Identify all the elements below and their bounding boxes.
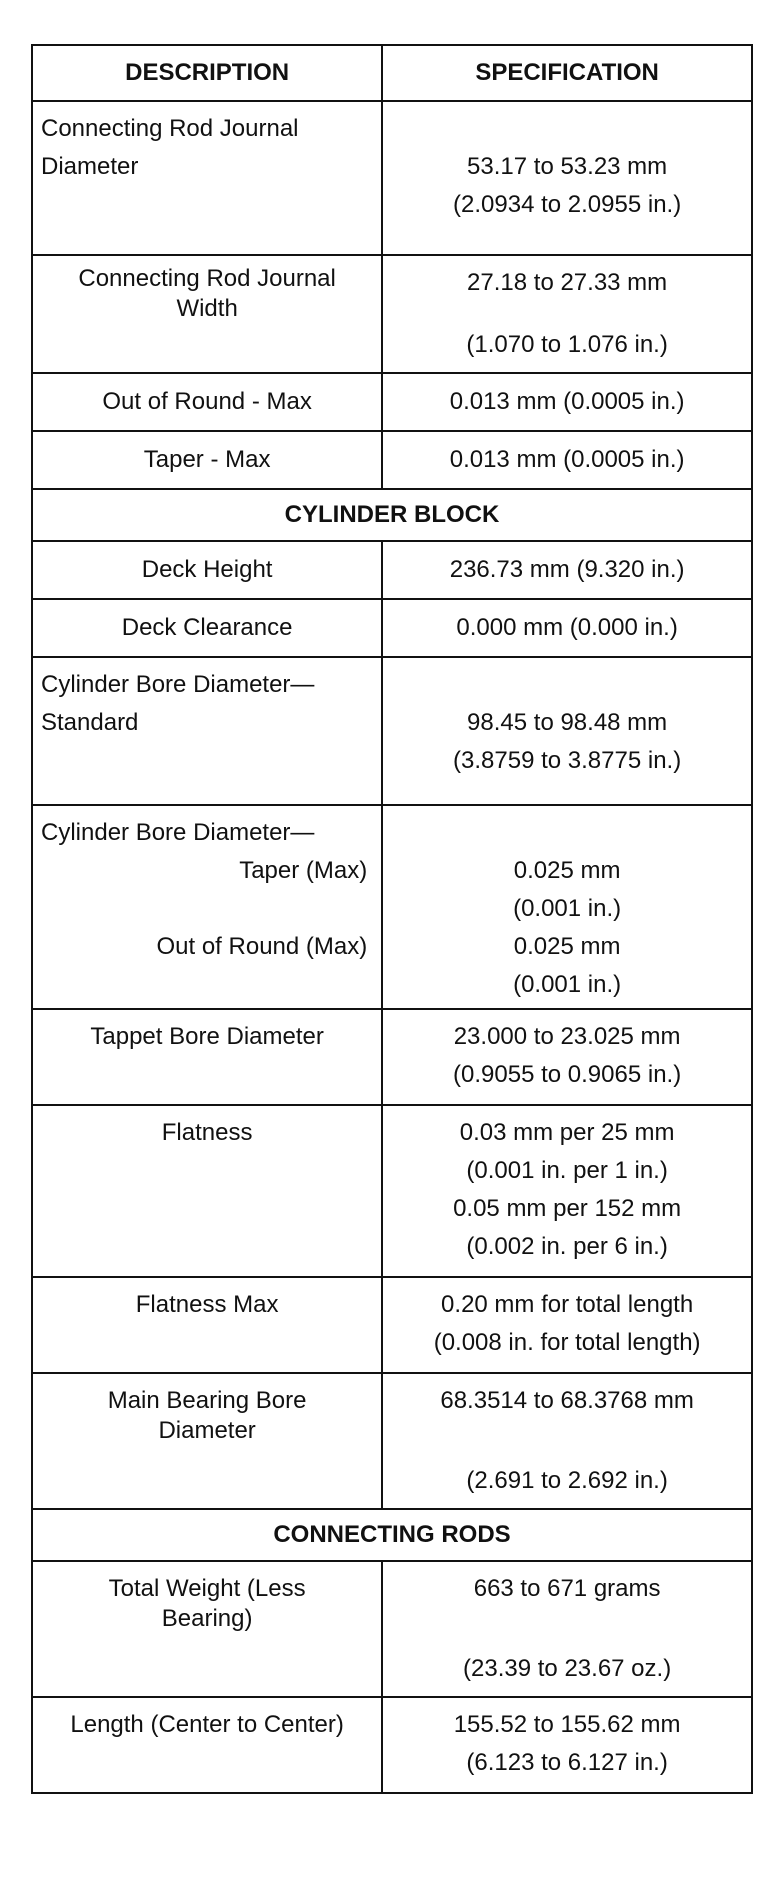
specification-cell (382, 805, 752, 1009)
spec-text: 23.000 to 23.025 mm (453, 1023, 681, 1050)
specification-cell (382, 101, 752, 255)
description-text: Flatness Max (135, 1291, 279, 1318)
description-text: Tappet Bore Diameter (90, 1023, 324, 1050)
spec-text: 0.03 mm per 25 mm (459, 1119, 675, 1146)
spec-text: 68.3514 to 68.3768 mm (440, 1387, 694, 1414)
table-row (32, 373, 752, 431)
table-row (32, 1373, 752, 1509)
table-row (32, 805, 752, 1009)
description-text: Total Weight (Less (108, 1575, 306, 1602)
spec-text: (3.8759 to 3.8775 in.) (453, 747, 682, 774)
section-row (32, 489, 752, 541)
spec-text: (2.0934 to 2.0955 in.) (453, 191, 682, 218)
table-row (32, 1697, 752, 1793)
description-cell: Out of Round - Max (32, 373, 382, 431)
specification-cell (382, 1277, 752, 1373)
description-cell: Deck Clearance (32, 599, 382, 657)
spec-table (31, 44, 753, 1794)
description-cell: Taper - Max (32, 431, 382, 489)
description-text: Main Bearing Bore (107, 1387, 307, 1414)
table-header-row (32, 45, 752, 101)
description-text: Connecting Rod Journal (41, 115, 299, 142)
spec-text: 155.52 to 155.62 mm (453, 1711, 681, 1738)
description-text: Cylinder Bore Diameter— (41, 819, 315, 846)
spec-text: (0.001 in.) (513, 895, 622, 922)
description-cell (32, 1277, 382, 1373)
table-row (32, 657, 752, 805)
description-header: DESCRIPTION (32, 45, 382, 101)
spec-text: (6.123 to 6.127 in.) (466, 1749, 668, 1776)
spec-text: (2.691 to 2.692 in.) (466, 1467, 668, 1494)
spec-text: 0.05 mm per 152 mm (453, 1195, 682, 1222)
spec-text: (0.001 in. per 1 in.) (466, 1157, 668, 1184)
table-row (32, 1105, 752, 1277)
table-row (32, 541, 752, 599)
specification-cell: 236.73 mm (9.320 in.) (382, 541, 752, 599)
spec-text: 53.17 to 53.23 mm (467, 153, 668, 180)
description-text: Connecting Rod Journal (78, 265, 336, 292)
description-cell (32, 1105, 382, 1277)
spec-text: 663 to 671 grams (473, 1575, 661, 1602)
description-text: Bearing) (161, 1605, 253, 1632)
table-row (32, 599, 752, 657)
spec-text: (1.070 to 1.076 in.) (466, 331, 668, 358)
specification-cell: 0.000 mm (0.000 in.) (382, 599, 752, 657)
description-cell (32, 1561, 382, 1697)
specification-cell (382, 1373, 752, 1509)
specification-cell (382, 1105, 752, 1277)
specification-cell (382, 1561, 752, 1697)
description-cell (32, 101, 382, 255)
specification-cell (382, 657, 752, 805)
spec-text: (0.9055 to 0.9065 in.) (453, 1061, 682, 1088)
section-title-connecting-rods: CONNECTING RODS (32, 1509, 752, 1561)
description-text: Flatness (161, 1119, 253, 1146)
spec-text: (0.002 in. per 6 in.) (466, 1233, 668, 1260)
table-row (32, 255, 752, 373)
section-title-cylinder-block: CYLINDER BLOCK (32, 489, 752, 541)
specification-cell (382, 1697, 752, 1793)
spec-text: (23.39 to 23.67 oz.) (463, 1655, 672, 1682)
specification-cell (382, 1009, 752, 1105)
specification-cell: 0.013 mm (0.0005 in.) (382, 431, 752, 489)
table-row (32, 1009, 752, 1105)
spec-text: 98.45 to 98.48 mm (467, 709, 668, 736)
spec-text: 0.20 mm for total length (441, 1291, 694, 1318)
description-cell (32, 255, 382, 373)
description-cell (32, 657, 382, 805)
description-text: Diameter (158, 1417, 256, 1444)
spec-text: 0.025 mm (513, 857, 621, 884)
description-text: Diameter (41, 153, 139, 180)
description-text: Width (176, 295, 238, 322)
description-text: Length (Center to Center) (70, 1711, 344, 1738)
spec-text: 27.18 to 27.33 mm (467, 269, 668, 296)
description-cell (32, 805, 382, 1009)
description-cell: Deck Height (32, 541, 382, 599)
description-text: Out of Round (Max) (156, 933, 368, 960)
description-cell (32, 1373, 382, 1509)
spec-text: (0.008 in. for total length) (433, 1329, 701, 1356)
description-cell (32, 1009, 382, 1105)
description-cell (32, 1697, 382, 1793)
description-text: Cylinder Bore Diameter— (41, 671, 315, 698)
specification-header: SPECIFICATION (382, 45, 752, 101)
table-row (32, 431, 752, 489)
description-text: Taper (Max) (239, 857, 368, 884)
specification-cell: 0.013 mm (0.0005 in.) (382, 373, 752, 431)
spec-text: 0.025 mm (513, 933, 621, 960)
specification-cell (382, 255, 752, 373)
table-row (32, 1561, 752, 1697)
section-row (32, 1509, 752, 1561)
description-text: Standard (41, 709, 139, 736)
table-row (32, 1277, 752, 1373)
table-row (32, 101, 752, 255)
spec-text: (0.001 in.) (513, 971, 622, 998)
